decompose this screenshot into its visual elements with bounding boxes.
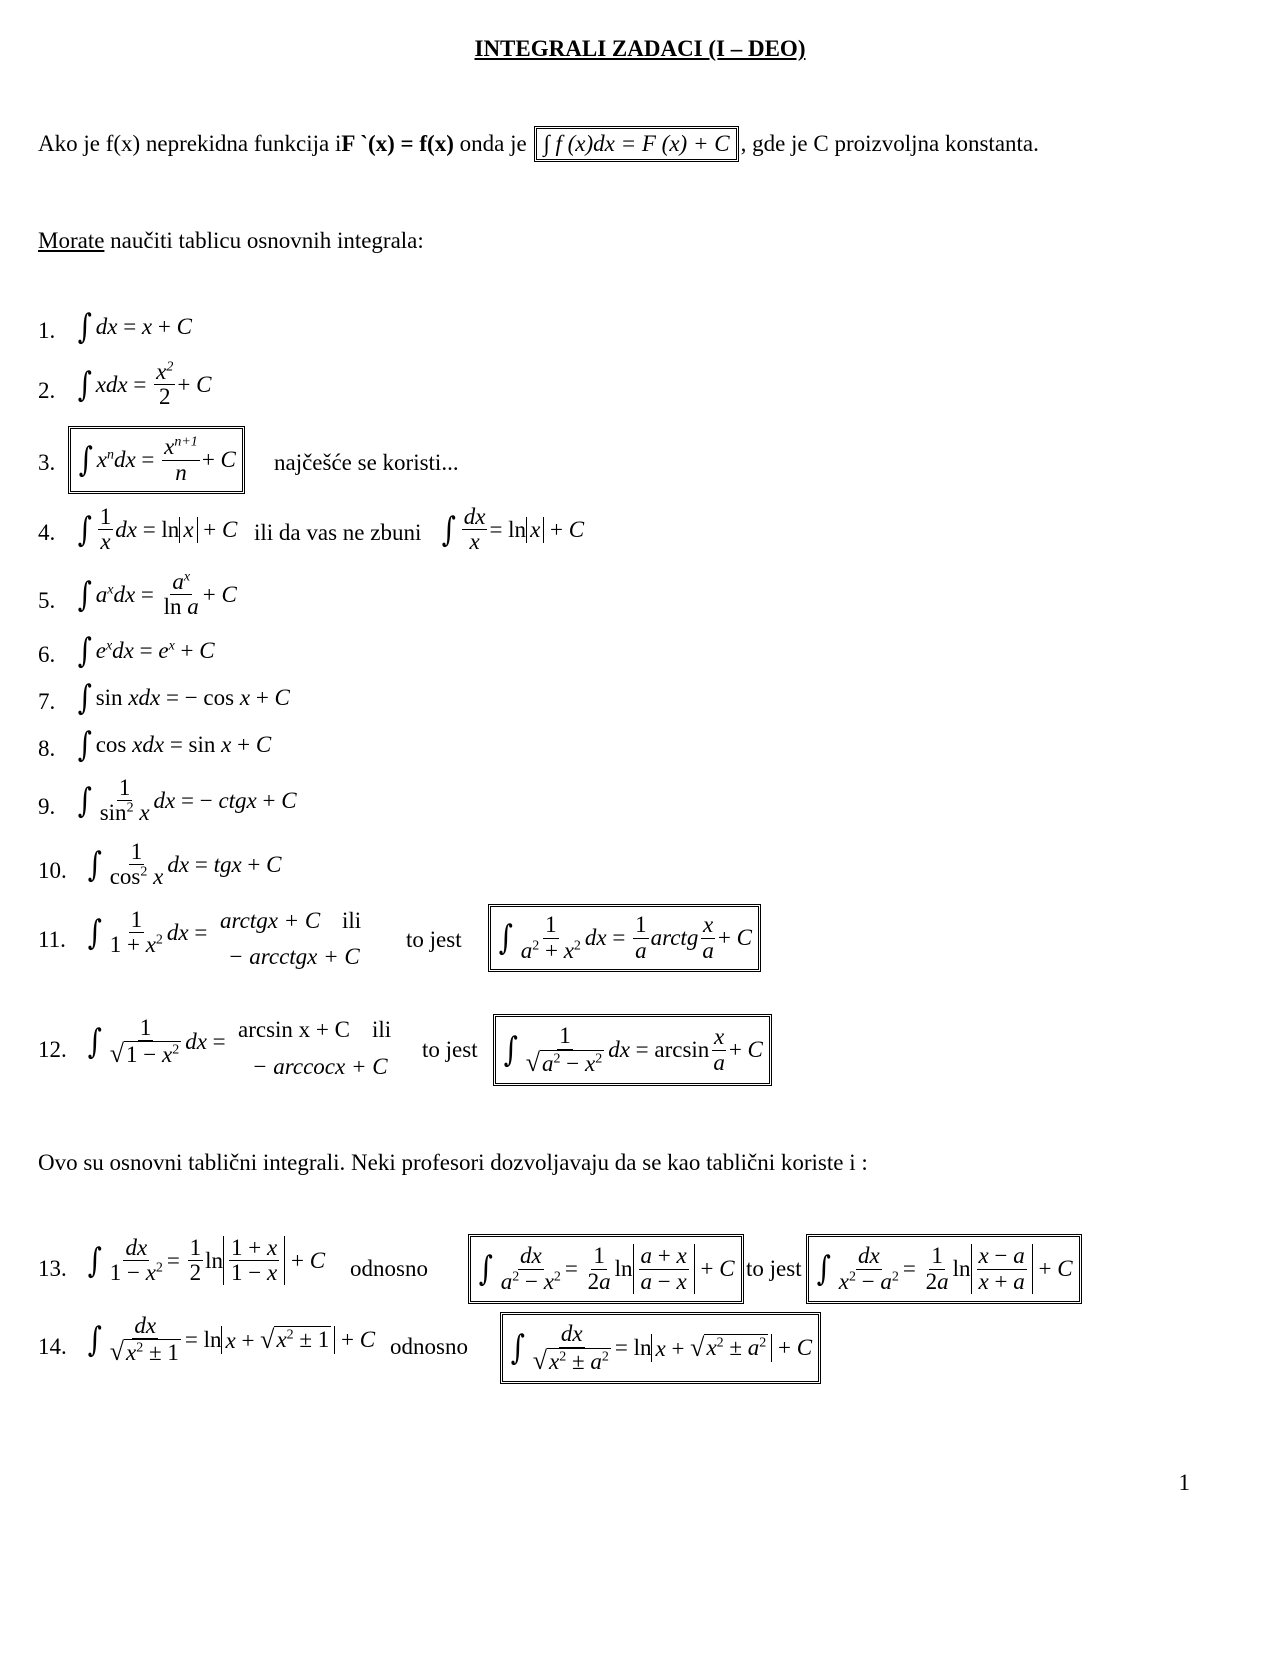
formula-11-boxed: ∫ 1 $a^2 + x^2$ dx = 1 a arctg x a + C — [490, 906, 759, 970]
note-12-tojest: to jest — [422, 1037, 478, 1062]
formula-8: ∫ cos xdx = sin x + C — [77, 725, 272, 765]
formula-6: ∫ $e^xdx$ = $e^x$ + C — [77, 631, 215, 671]
item-number-7: 7. — [38, 689, 56, 714]
item-number-3: 3. — [38, 450, 56, 475]
definition-formula: ∫ f (x)dx = F (x) + C — [536, 128, 736, 160]
page-title: INTEGRALI ZADACI (I – DEO) — [474, 36, 806, 61]
formula-4-alt: ∫ dx x = ln x + C — [441, 504, 585, 555]
note-12-b: − arccocx + C — [252, 1054, 388, 1079]
note-11-ili: ili — [342, 908, 362, 933]
intro-before: Ako je f(x) neprekidna funkcija i — [38, 131, 342, 156]
formula-1: ∫ dx = x + C — [77, 307, 192, 347]
note-13-odnosno: odnosno — [350, 1256, 428, 1281]
item-number-9: 9. — [38, 794, 56, 819]
item-number-8: 8. — [38, 736, 56, 761]
item-number-14: 14. — [38, 1334, 67, 1359]
morate-underlined: Morate — [38, 228, 105, 253]
item-number-4: 4. — [38, 520, 56, 545]
formula-7: ∫ sin xdx = − cos x + C — [77, 678, 290, 718]
item-number-10: 10. — [38, 858, 67, 883]
note-4: ili da vas ne zbuni — [254, 520, 422, 545]
formula-12-boxed: ∫ 1 $√a^2 - x^2$ dx = arcsin x a + C — [495, 1016, 770, 1084]
item-number-11: 11. — [38, 927, 66, 952]
note-14-odnosno: odnosno — [390, 1334, 468, 1359]
formula-4: ∫ 1 x dx = ln x + C — [77, 504, 238, 555]
formula-13-boxed-a: ∫ dx $a^2 - x^2$ = 1 2a ln $\frac{a + x}{a - x}$ + C — [470, 1236, 742, 1302]
note-11-b: − arcctgx + C — [228, 944, 360, 969]
formula-5: ∫ $a^xdx$ = $a^x$ ln a + C — [77, 569, 237, 620]
note-3: najčešće se koristi... — [274, 450, 459, 475]
morate-rest: naučiti tablicu osnovnih integrala: — [104, 228, 424, 253]
formula-14: ∫ dx $√x^2 \pm 1$ = ln x + √ $x^2 \pm 1$ + C — [87, 1313, 376, 1367]
item-number-5: 5. — [38, 588, 56, 613]
item-number-6: 6. — [38, 642, 56, 667]
note-12-a: arcsin x + C — [238, 1017, 350, 1042]
item-number-1: 1. — [38, 318, 56, 343]
item-number-12: 12. — [38, 1037, 67, 1062]
page-number: 1 — [1178, 1470, 1190, 1495]
item-number-13: 13. — [38, 1256, 67, 1281]
note-12-ili: ili — [372, 1017, 392, 1042]
formula-9: ∫ 1 $\sin^2 x$ dx = − ctgx + C — [77, 775, 297, 826]
morate-line — [38, 228, 424, 254]
formula-11: ∫ 1 $1 + x^2$ dx = — [87, 907, 208, 958]
note-11-a: arctgx + C — [220, 908, 321, 933]
note-13-tojest: to jest — [746, 1256, 802, 1281]
middle-text: Ovo su osnovni tablični integrali. Neki profesori dozvoljavaju da se kao tablični koriste i : — [38, 1150, 868, 1175]
formula-14-boxed: ∫ dx $√x^2 \pm a^2$ = ln x + √ $x^2 \pm a^2$ + C — [502, 1314, 819, 1382]
intro-line — [38, 128, 1039, 160]
formula-3-boxed: ∫ $x^ndx$ = $x^{n+1}$ n + C — [70, 428, 243, 492]
formula-13-boxed-b: ∫ dx $x^2 - a^2$ = 1 2a ln $\frac{x - a}{x + a}$ + C — [808, 1236, 1080, 1302]
note-11-tojest: to jest — [406, 927, 462, 952]
formula-12: ∫ 1 $√1 - x^2$ dx = — [87, 1015, 226, 1069]
intro-condition: F `(x) = f(x) — [341, 131, 454, 156]
formula-2: ∫ xdx = $x^2$ 2 + C — [77, 359, 212, 410]
intro-mid: onda je — [453, 131, 533, 156]
formula-10: ∫ 1 $\cos^2 x$ dx = tgx + C — [87, 839, 282, 890]
formula-13: ∫ dx $1 - x^2$ = 1 2 ln $\frac{1 + x}{1 - x}$ + C — [87, 1235, 326, 1286]
item-number-2: 2. — [38, 378, 56, 403]
intro-after: , gde je C proizvoljna konstanta. — [740, 131, 1039, 156]
